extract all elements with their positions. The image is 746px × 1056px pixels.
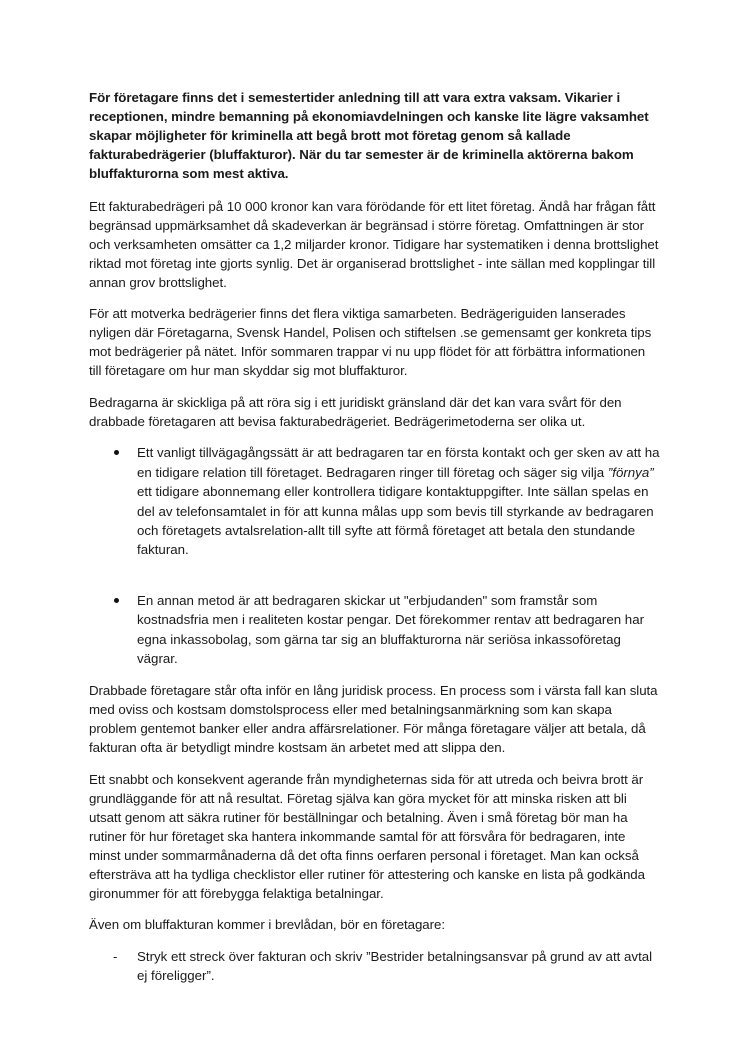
list-item [89,947,660,986]
paragraph-3: Bedragarna är skickliga på att röra sig i ett juridiskt gränsland där det kan vara svårt för den drabbade företagaren att bevisa fakturabedrägeriet. Bedrägerimetoderna ser olika ut. [89,394,622,429]
dash-marker: - [113,949,118,965]
methods-list [89,443,660,668]
bullet-1-text-a: Ett vanligt tillvägagångssätt är att bedragaren tar en första kontakt och ger sken av att ha en tidigare relation till företaget. Bedragaren ringer till företag och säger sig vilja [137,445,660,480]
list-item [89,443,660,559]
paragraph-5: Ett snabbt och konsekvent agerande från myndigheternas sida för att utreda och beivra brott är grundläggande för att nå resultat. Företag själva kan göra mycket för att minska risken att bli utsatt genom att säkra rutiner för beställningar och betalning. Även i små företag bör man ha rutiner för hur företaget ska hantera inkommande samtal för att försvåra för bedragaren, inte minst under sommarmånaderna då det ofta finns oerfaren personal i företaget. Man kan också eftersträva att ha tydliga checklistor eller rutiner för attestering och kanske en lista på godkända gironummer för att förebygga felaktiga betalningar. [89,771,645,901]
dash-1-text: Stryk ett streck över fakturan och skriv ”Bestrider betalningsansvar på grund av att avtal ej föreligger”. [137,949,653,984]
paragraph-2: För att motverka bedrägerier finns det flera viktiga samarbeten. Bedrägeriguiden lanserades nyligen där Företagarna, Svensk Handel, Polisen och stiftelsen .se gemensamt ger konkreta tips mot bedrägerier på nätet. Inför sommaren trappar vi nu upp flödet för att förbättra informationen till företagare om hur man skyddar sig mot bluffakturor. [89,306,652,379]
bullet-2-text: En annan metod är att bedragaren skickar ut "erbjudanden" som framstår som kostnadsfria men i realiteten kostar pengar. Det förekommer rentav att bedragaren har egna inkassobolag, som gärna tar sig an bluffakturorna när seriösa inkassoföretag vägrar. [137,592,645,667]
paragraph-1: Ett fakturabedrägeri på 10 000 kronor kan vara förödande för ett litet företag. Ändå har frågan fått begränsad uppmärksamhet då skadeverkan är begränsad i större företag. Omfattningen är stor och verksamheten omsätter ca 1,2 miljarder kronor. Tidigare har systematiken i denna brottslighet riktad mot företag inte gjorts synlig. Det är organiserad brottslighet - inte sällan med kopplingar till annan grov brottslighet. [89,198,659,290]
paragraph-6: Även om bluffakturan kommer i brevlådan, bör en företagare: [89,917,446,933]
paragraph-4: Drabbade företagare står ofta inför en lång juridisk process. En process som i värsta fall kan sluta med oviss och kostsam domstolsprocess eller med betalningsanmärkning som kan skapa problem gentemot banker eller andra affärsrelationer. För många företagare väljer att betala, då fakturan ofta är betydligt mindre kostsam än arbetet med att slippa den. [89,683,658,756]
list-item [89,591,660,669]
advice-list [89,947,660,986]
lead-paragraph: För företagare finns det i semestertider anledning till att vara extra vaksam. Vikarier i receptionen, mindre bemanning på ekonomiavdelningen och kanske lite lägre vaksamhet skapar möjligheter för kriminella att begå brott mot företag genom så kallade fakturabedrägerier (bluffakturor). När du tar semester är de kriminella aktörerna bakom bluffakturorna som mest aktiva. [89,90,649,181]
bullet-1-emphasis: ”förnya” [607,464,654,480]
bullet-1-text-b: ett tidigare abonnemang eller kontrollera tidigare kontaktuppgifter. Inte sällan spelas en del av telefonsamtalet in för att kunna målas upp som bevis till styrkande av bedragaren och företagets avtalsrelation-allt till syfte att förmå företaget att betala den stundande fakturan. [137,484,654,558]
